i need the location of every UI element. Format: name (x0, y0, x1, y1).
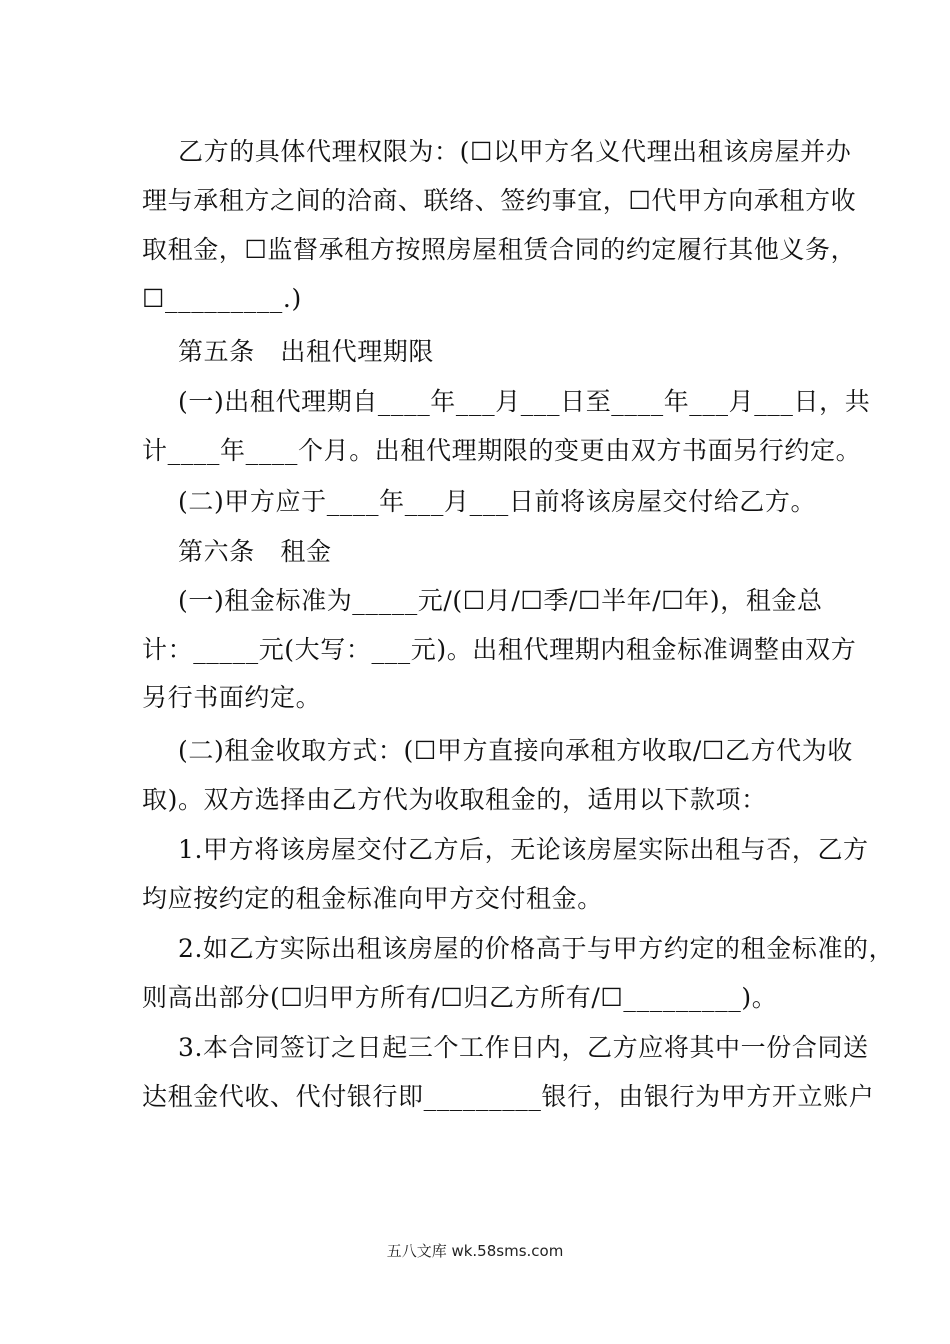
clause-6-1-line-3: 另行书面约定。 (142, 683, 322, 712)
clause-6-1-line-2: 计：_____元(大写：___元)。出租代理期内租金标准调整由双方 (142, 635, 857, 664)
paragraph-agency-authority-line-2: 理与承租方之间的洽商、联络、签约事宜，☐代甲方向承租方收 (142, 186, 857, 215)
item-1-line-1: 1.甲方将该房屋交付乙方后，无论该房屋实际出租与否，乙方 (178, 835, 869, 864)
item-3-line-1: 3.本合同签订之日起三个工作日内，乙方应将其中一份合同送 (178, 1033, 869, 1062)
paragraph-agency-authority-line-3: 取租金，☐监督承租方按照房屋租赁合同的约定履行其他义务， (142, 235, 857, 264)
item-3-line-2: 达租金代收、代付银行即_________银行，由银行为甲方开立账户 (142, 1082, 875, 1111)
clause-6-2-line-2: 取)。双方选择由乙方代为收取租金的，适用以下款项： (142, 785, 767, 814)
paragraph-agency-authority-line-1: 乙方的具体代理权限为：(☐以甲方名义代理出租该房屋并办 (178, 137, 852, 166)
item-2-line-2: 则高出部分(☐归甲方所有/☐归乙方所有/☐_________)。 (142, 983, 778, 1012)
item-1-line-2: 均应按约定的租金标准向甲方交付租金。 (142, 884, 603, 913)
clause-5-1-line-1: (一)出租代理期自____年___月___日至____年___月___日，共 (178, 387, 871, 416)
clause-5-2: (二)甲方应于____年___月___日前将该房屋交付给乙方。 (178, 487, 817, 516)
paragraph-agency-authority-line-4: ☐_________.) (142, 284, 302, 313)
clause-6-1-line-1: (一)租金标准为_____元/(☐月/☐季/☐半年/☐年)，租金总 (178, 586, 823, 615)
item-2-line-1: 2.如乙方实际出租该房屋的价格高于与甲方约定的租金标准的， (178, 934, 895, 963)
clause-6-2-line-1: (二)租金收取方式：(☐甲方直接向承租方收取/☐乙方代为收 (178, 736, 853, 765)
article-5-heading: 第五条 出租代理期限 (178, 337, 435, 366)
article-6-heading: 第六条 租金 (178, 537, 332, 566)
footer-watermark: 五八文库 wk.58sms.com (386, 1242, 564, 1260)
clause-5-1-line-2: 计____年____个月。出租代理期限的变更由双方书面另行约定。 (142, 436, 862, 465)
